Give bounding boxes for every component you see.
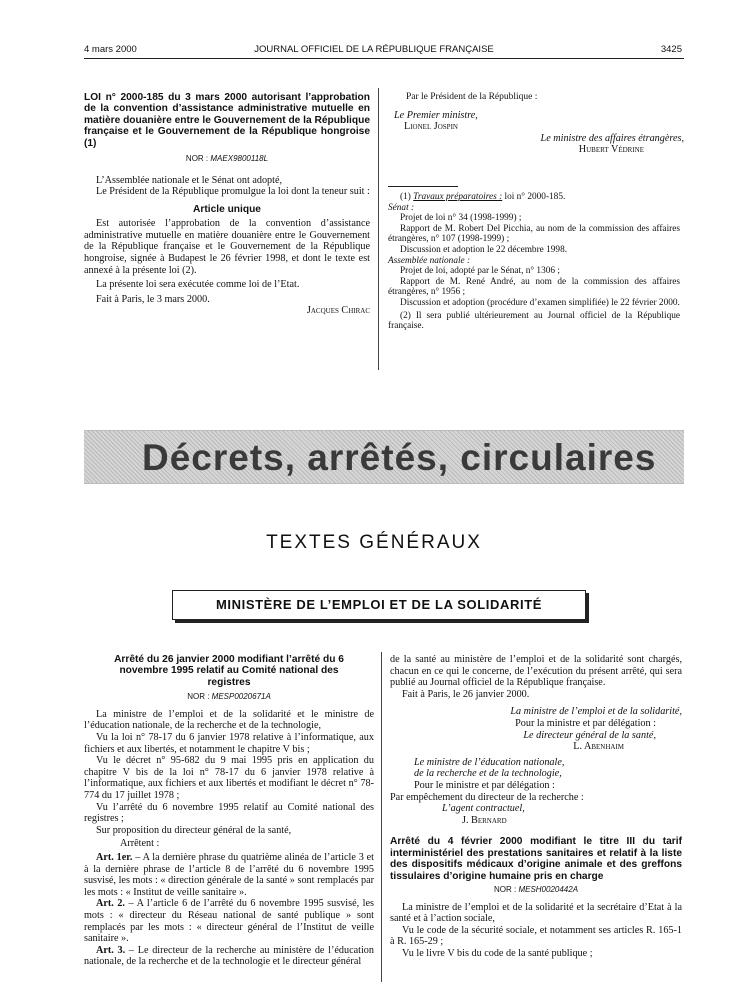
note-assemblee: Assemblée nationale : (388, 255, 471, 266)
note-1: (1) Travaux préparatoires : loi n° 2000-185. (400, 192, 566, 202)
sig-s4: L. Abenhaim (573, 741, 624, 753)
pm-title: Le Premier ministre, (394, 109, 478, 121)
loi-p3: Est autorisée l’approbation de la convention d’assistance administrative mutuelle en matière douanière entre le Gouvernement de la République française et le Gouvernement de la République hongroise, signée à Budapest le 26 février 1998, et dont le texte est annexé à la présente loi (2). (84, 218, 370, 276)
by-president: Par le Président de la République : (406, 92, 538, 102)
pm-name: Lionel Jospin (404, 121, 458, 133)
arrete1-arretent: Arrêtent : (120, 838, 160, 850)
note-s3: Discussion et adoption le 22 décembre 1998. (400, 244, 568, 255)
note-a1: Projet de loi, adopté par le Sénat, n° 1306 ; (400, 266, 560, 277)
loi-p1: L’Assemblée nationale et le Sénat ont adopté, (96, 174, 283, 186)
arrete1-title: Arrêté du 26 janvier 2000 modifiant l’arrêté du 6 novembre 1995 relatif au Comité national des registres (114, 654, 344, 688)
header-rule (84, 58, 684, 59)
sig-s7: Pour le ministre et par délégation : (414, 779, 555, 791)
note-s1: Projet de loi n° 34 (1998-1999) ; (400, 213, 522, 224)
loi-p2: Le Président de la République promulgue la loi dont la teneur suit : (96, 186, 370, 198)
header-journal: JOURNAL OFFICIEL DE LA RÉPUBLIQUE FRANÇAISE (254, 44, 494, 55)
sig-s3: Le directeur général de la santé, (523, 729, 656, 741)
arrete1-nor: NOR : MESP0020671A (187, 692, 271, 702)
arrete2-title: Arrêté du 4 février 2000 modifiant le titre III du tarif interministériel des prestations sanitaires et relatif à la liste des dispositifs médicaux d’origine animale et des greffons tissulaires d’origine humaine pris en charge (390, 836, 682, 882)
loi-section (84, 92, 370, 317)
arrete1-continued (390, 654, 682, 960)
loi-nor-code: MAEX9800118L (210, 154, 269, 164)
sig-s1: La ministre de l’emploi et de la solidarité, (510, 706, 682, 718)
arrete1-art2: Art. 2. – A l’article 6 de l’arrêté du 6 novembre 1995 susvisé, les mots : « directeur du Réseau national de santé publique » sont remplacés par les mots : « directeur général de l’Institut de veille sanitaire ». (84, 898, 374, 945)
sig-s2: Pour la ministre et par délégation : (515, 717, 656, 729)
arrete1-v2: Vu le décret n° 95-682 du 9 mai 1995 pris en application du chapitre V bis de la loi n° 78-17 du 6 janvier 1978 relative à l’informatique, aux fichiers et aux libertés et modifiant le décret n° 78-774 du 17 juillet 1978 ; (84, 755, 374, 801)
section-title: TEXTES GÉNÉRAUX (266, 532, 482, 553)
arrete1-v3: Vu l’arrêté du 6 novembre 1995 relatif au Comité national des registres ; (84, 801, 374, 825)
sig-s5: Le ministre de l’éducation nationale, (414, 756, 565, 768)
arrete1-v4: Sur proposition du directeur général de la santé, (96, 824, 292, 836)
decrets-banner (84, 430, 684, 484)
header-page: 3425 (660, 44, 682, 55)
note-2: (2) Il sera publié ultérieurement au Journal officiel de la République française. (388, 310, 680, 332)
loi-p4: La présente loi sera exécutée comme loi de l’Etat. (96, 279, 300, 291)
arrete1-art1: Art. 1er. – A la dernière phrase du quatrième alinéa de l’article 3 et à la dernière phrase de l’article 8 de l’arrêté du 6 novembre 1995 susvisé, les mots : « direction générale de la santé » sont remplacés par les mots : « Institut de veille sanitaire ». (84, 851, 375, 898)
article-unique-heading: Article unique (193, 203, 261, 215)
min-title: Le ministre des affaires étrangères, (540, 132, 684, 144)
header-date: 4 mars 2000 (84, 44, 137, 55)
column-divider-top (378, 88, 379, 370)
ministry-box: MINISTÈRE DE L’EMPLOI ET DE LA SOLIDARITÉ (172, 590, 586, 620)
min-name: Hubert Védrine (578, 144, 644, 156)
loi-nor: NOR : MAEX9800118L (185, 154, 269, 164)
banner-title: Décrets, arrêtés, circulaires (142, 437, 657, 478)
loi-signature: Jacques Chirac (306, 305, 370, 317)
arrete2-p3: Vu le livre V bis du code de la santé publique ; (402, 947, 593, 959)
arrete2-p1: La ministre de l’emploi et de la solidarité et la secrétaire d’Etat à la santé et à l’action sociale, (390, 901, 682, 925)
arrete1-art3: Art. 3. – Le directeur de la recherche au ministère de l’éducation nationale, de la recherche et de la technologie et le directeur général (84, 944, 374, 968)
loi-title: LOI n° 2000-185 du 3 mars 2000 autorisant l’approbation de la convention d’assistance administrative mutuelle en matière douanière entre le Gouvernement de la République française et le Gouvernement de la République hongroise (1) (84, 92, 370, 149)
arrete1-v0: La ministre de l’emploi et de la solidarité et le ministre de l’éducation nationale, de la recherche et de la technologie, (84, 708, 374, 732)
arrete1-cont: de la santé au ministère de l’emploi et de la solidarité sont chargés, chacun en ce qui le concerne, de l’exécution du présent arrêté, qui sera publié au Journal officiel de la République française. (390, 654, 682, 689)
arrete1-v1: Vu la loi n° 78-17 du 6 janvier 1978 relative à l’informatique, aux fichiers et aux libertés, et notamment le chapitre V bis ; (84, 732, 374, 755)
loi-signatures (388, 92, 684, 156)
sig-s8: Par empêchement du directeur de la recherche : (390, 791, 584, 803)
sig-s9: L’agent contractuel, (442, 803, 525, 815)
loi-p5: Fait à Paris, le 3 mars 2000. (96, 293, 210, 305)
column-divider-bottom (381, 652, 382, 982)
note-a3: Discussion et adoption (procédure d’examen simplifiée) le 22 février 2000. (400, 297, 680, 308)
note-s2: Rapport de M. Robert Del Picchia, au nom de la commission des affaires étrangères, n° 107 (1998-1999) ; (388, 223, 680, 245)
arrete1-section (84, 654, 374, 968)
footnotes (388, 192, 680, 332)
arrete1-fait: Fait à Paris, le 26 janvier 2000. (402, 688, 530, 700)
sig-s10: J. Bernard (462, 814, 507, 826)
arrete2-nor: NOR : MESH0020442A (493, 884, 579, 894)
arrete2-p2: Vu le code de la sécurité sociale, et notamment ses articles R. 165-1 à R. 165-29 ; (390, 924, 682, 948)
sig-s6: de la recherche et de la technologie, (414, 768, 562, 780)
note-a2: Rapport de M. René André, au nom de la commission des affaires étrangères, n° 1956 ; (388, 276, 680, 298)
footnote-rule (388, 186, 458, 187)
note-senat: Sénat : (388, 202, 415, 213)
